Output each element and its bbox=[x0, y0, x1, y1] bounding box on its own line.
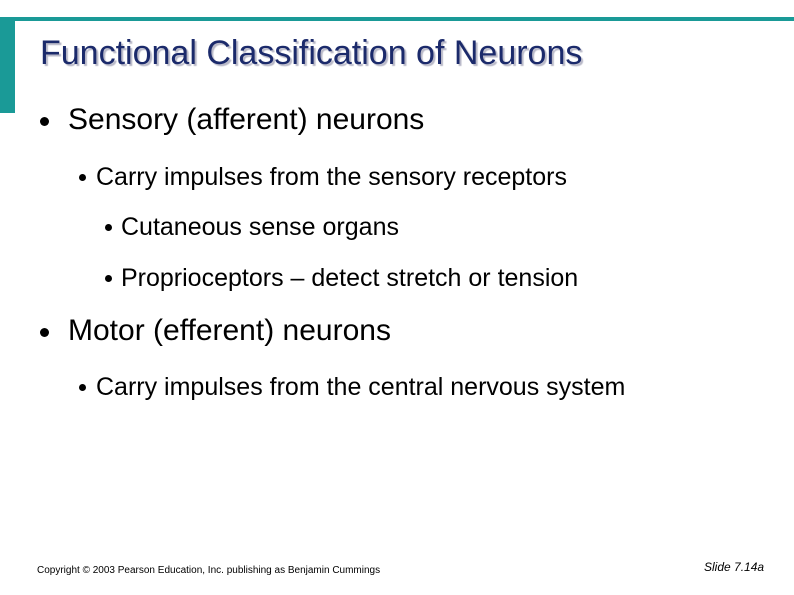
bullet-sensory-neurons bbox=[68, 103, 424, 137]
top-accent-bar bbox=[0, 17, 794, 21]
bullet-text: Sensory (afferent) neurons bbox=[68, 103, 425, 136]
bullet-text: Carry impulses from the sensory receptors bbox=[96, 163, 567, 191]
bullet-sensory-carry bbox=[96, 163, 567, 192]
copyright-notice: Copyright © 2003 Pearson Education, Inc. publishing as Benjamin Cummings bbox=[37, 565, 381, 576]
bullet-motor-carry bbox=[96, 373, 625, 402]
side-accent-bar bbox=[0, 17, 15, 113]
bullet-text: Cutaneous sense organs bbox=[121, 213, 399, 241]
bullet-text: Carry impulses from the central nervous system bbox=[96, 373, 626, 401]
bullet-dot-icon bbox=[105, 275, 112, 282]
bullet-dot-icon bbox=[79, 174, 86, 181]
slide-number: Slide 7.14a bbox=[704, 560, 765, 574]
bullet-dot-icon bbox=[40, 117, 49, 126]
bullet-cutaneous bbox=[121, 213, 399, 242]
bullet-proprioceptors bbox=[121, 264, 578, 293]
slide-title: Functional Classification of Neurons bbox=[40, 34, 583, 72]
bullet-dot-icon bbox=[40, 328, 49, 337]
bullet-text: Motor (efferent) neurons bbox=[68, 314, 391, 347]
bullet-dot-icon bbox=[105, 224, 112, 231]
bullet-dot-icon bbox=[79, 384, 86, 391]
bullet-text: Proprioceptors – detect stretch or tension bbox=[121, 264, 579, 292]
bullet-motor-neurons bbox=[68, 314, 391, 348]
